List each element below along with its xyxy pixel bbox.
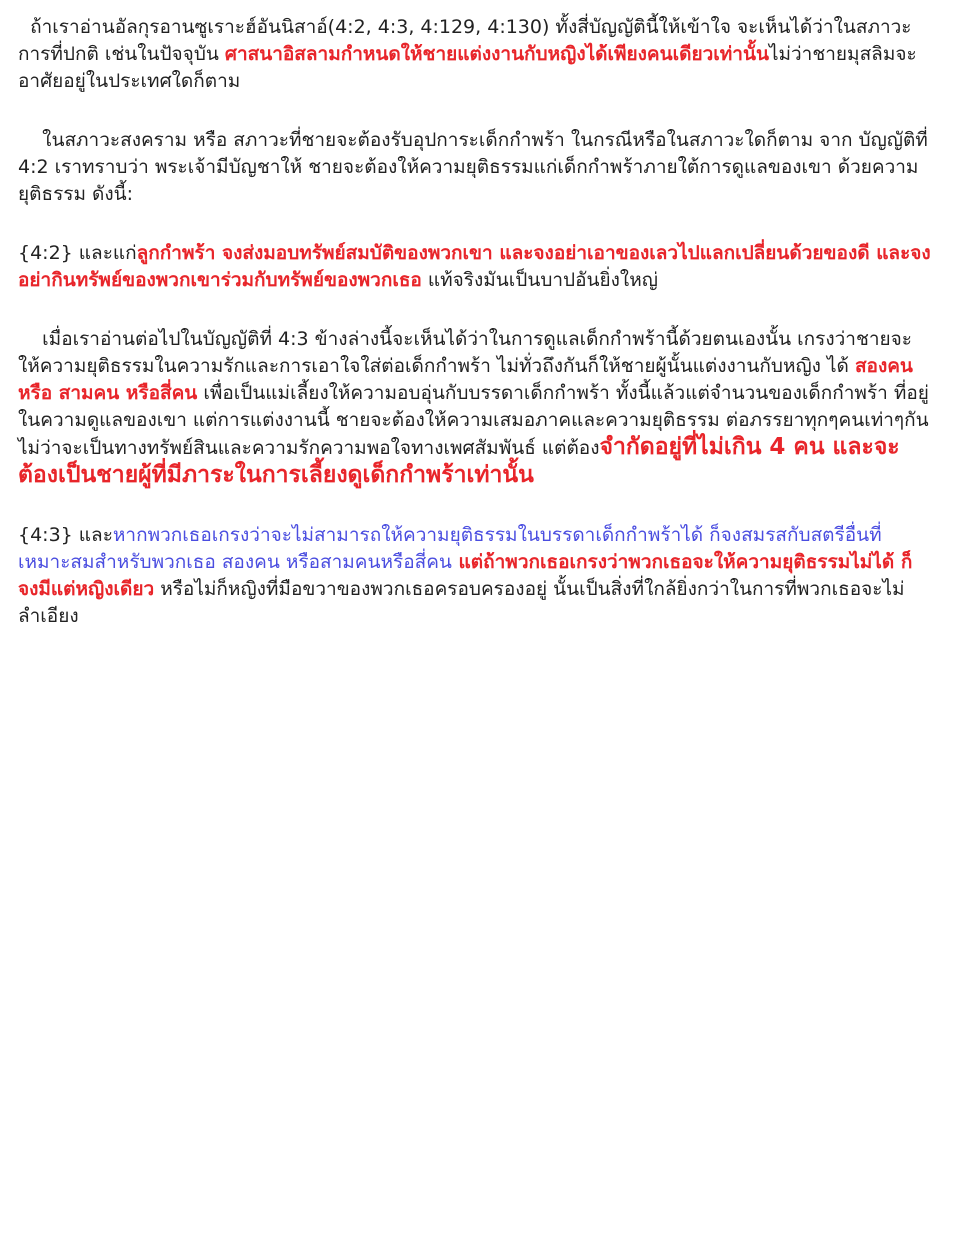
intro-highlight: ศาสนาอิสลามกำหนดให้ชายแต่งงานกับหญิงได้เพียงคนเดียวเท่านั้น (224, 43, 769, 65)
war-condition-text: ในสภาวะสงคราม หรือ สภาวะที่ชายจะต้องรับอุปการะเด็กกำพร้า ในกรณีหรือในสภาวะใดก็ตาม จาก บัญญัติที่ 4:2 เราทราบว่า พระเจ้ามีบัญชาให้ ชายจะต้องให้ความยุติธรรมแก่เด็กกำพร้าภายใต้การดูแลของเขา ด้วยความยุติธรรม ดังนี้: (18, 129, 928, 205)
paragraph-verse-4-3-explanation (18, 326, 932, 490)
paragraph-intro (18, 14, 932, 95)
paragraph-verse-4-3 (18, 522, 932, 630)
verse-4-3-tail: หรือไม่ก็หญิงที่มือขวาของพวกเธอครอบครองอยู่ นั้นเป็นสิ่งที่ใกล้ยิ่งกว่าในการที่พวกเธอจะไม่ลำเอียง (18, 578, 905, 627)
verse-4-3-blue: หากพวกเธอเกรงว่าจะไม่สามารถให้ความยุติธรรมในบรรดาเด็กกำพร้าได้ ก็จงสมรสกับสตรีอื่นที่เหมาะสมสำหรับพวกเธอ สองคน หรือสามคนหรือสี่คน (18, 524, 882, 573)
verse-4-2-tail: แท้จริงมันเป็นบาปอันยิ่งใหญ่ (421, 269, 658, 291)
intro-tail: ไม่ว่าชายมุสลิมจะอาศัยอยู่ในประเทศใดก็ตาม (18, 43, 917, 92)
explanation-text: เมื่อเราอ่านต่อไปในบัญญัติที่ 4:3 ข้างล่างนี้จะเห็นได้ว่าในการดูแลเด็กกำพร้านี้ด้วยตนเองนั้น เกรงว่าชายจะให้ความยุติธรรมในความรักและการเอาใจใส่ต่อเด็กกำพร้า ไม่ทั่วถึงกันก็ให้ชายผู้นั้นแต่งงานกับหญิง ได้ (18, 328, 913, 377)
verse-4-3-red: แต่ถ้าพวกเธอเกรงว่าพวกเธอจะให้ความยุติธรรมไม่ได้ ก็จงมีแต่หญิงเดียว (18, 551, 913, 600)
intro-text: ถ้าเราอ่านอัลกุรอานซูเราะฮ์อันนิสาอ์(4:2, 4:3, 4:129, 4:130) ทั้งสี่บัญญัตินี้ให้เข้าใจ จะเห็นได้ว่าในสภาวะการที่ปกติ เช่นในปัจจุบัน (18, 16, 912, 65)
paragraph-war-condition (18, 127, 932, 208)
verse-ref-4-3: {4:3} (18, 524, 73, 546)
verse-4-2-highlight: ลูกกำพร้า จงส่งมอบทรัพย์สมบัติของพวกเขา และจงอย่าเอาของเลวไปแลกเปลี่ยนด้วยของดี และจงอย่ากินทรัพย์ของพวกเขาร่วมกับทรัพย์ของพวกเธอ (18, 242, 931, 291)
explanation-text-2: เพื่อเป็นแม่เลี้ยงให้ความอบอุ่นกับบรรดาเด็กกำพร้า ทั้งนี้แล้วแต่จำนวนของเด็กกำพร้า ที่อยู่ในความดูแลของเขา แต่การแต่งงานนี้ ชายจะต้องให้ความเสมอภาคและความยุติธรรม ต่อภรรยาทุกๆคนเท่าๆกัน ไม่ว่าจะเป็นทางทรัพย์สินและความรักความพอใจทางเพศสัมพันธ์ แต่ต้อง (18, 382, 929, 459)
verse-4-2-lead: และแก่ (72, 242, 137, 264)
verse-4-3-lead: และ (72, 524, 113, 546)
paragraph-verse-4-2 (18, 240, 932, 294)
verse-ref-4-2: {4:2} (18, 242, 73, 264)
explanation-highlight-count: สองคน หรือ สามคน หรือสี่คน (18, 355, 913, 404)
explanation-highlight-limit: จำกัดอยู่ที่ไม่เกิน 4 คน และจะต้องเป็นชายผู้ที่มีภาระในการเลี้ยงดูเด็กกำพร้าเท่านั้น (18, 434, 900, 488)
